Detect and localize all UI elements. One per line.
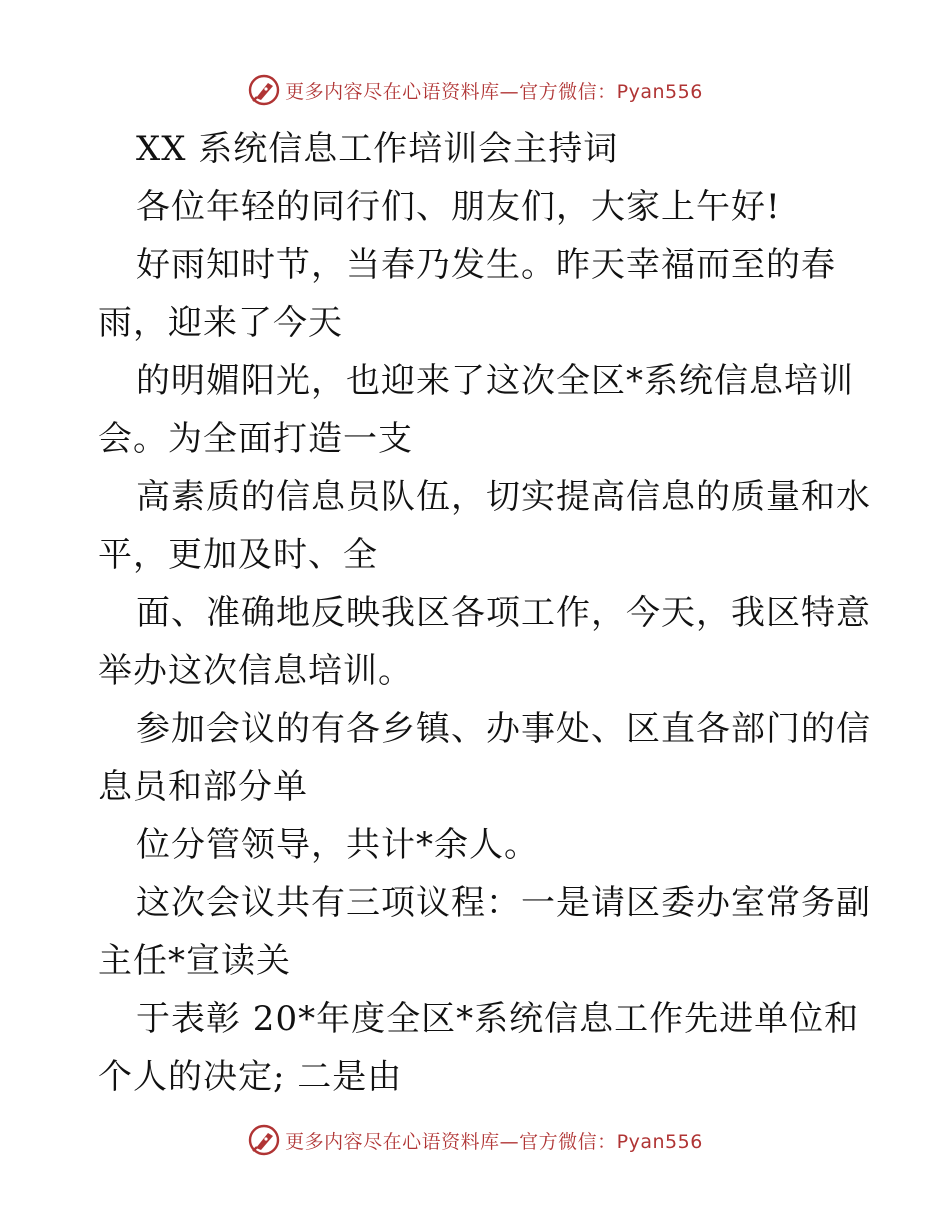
paragraph-line: 举办这次信息培训。 (98, 651, 413, 691)
document-body (98, 120, 871, 1106)
paragraph-line: 好雨知时节，当春乃发生。昨天幸福而至的春 (136, 245, 836, 285)
paragraph-line: 息员和部分单 (98, 767, 308, 807)
paragraph-line: 的明媚阳光，也迎来了这次全区*系统信息培训 (136, 361, 854, 401)
watermark-text: 更多内容尽在心语资料库—官方微信：Pyan556 (285, 1130, 703, 1153)
header-watermark-banner (0, 70, 950, 110)
fountain-pen-nib-icon (247, 73, 281, 107)
watermark-text: 更多内容尽在心语资料库—官方微信：Pyan556 (285, 80, 703, 103)
paragraph-line: 参加会议的有各乡镇、办事处、区直各部门的信 (136, 709, 871, 749)
footer-watermark-banner (0, 1120, 950, 1160)
paragraph-line: 平，更加及时、全 (98, 535, 378, 575)
paragraph-line: 主任*宣读关 (98, 941, 291, 981)
paragraph-line: 雨，迎来了今天 (98, 303, 343, 343)
document-title: XX 系统信息工作培训会主持词 (136, 129, 619, 169)
paragraph-line: 这次会议共有三项议程：一是请区委办室常务副 (136, 883, 871, 923)
fountain-pen-nib-icon (247, 1123, 281, 1157)
paragraph-line: 会。为全面打造一支 (98, 419, 413, 459)
paragraph-line: 面、准确地反映我区各项工作，今天，我区特意 (136, 593, 871, 633)
paragraph-line: 于表彰 20*年度全区*系统信息工作先进单位和 (136, 999, 860, 1039)
paragraph-line: 个人的决定; 二是由 (98, 1057, 403, 1097)
paragraph-line: 各位年轻的同行们、朋友们，大家上午好! (136, 187, 781, 227)
paragraph-line: 高素质的信息员队伍，切实提高信息的质量和水 (136, 477, 871, 517)
paragraph-line: 位分管领导，共计*余人。 (136, 825, 539, 865)
